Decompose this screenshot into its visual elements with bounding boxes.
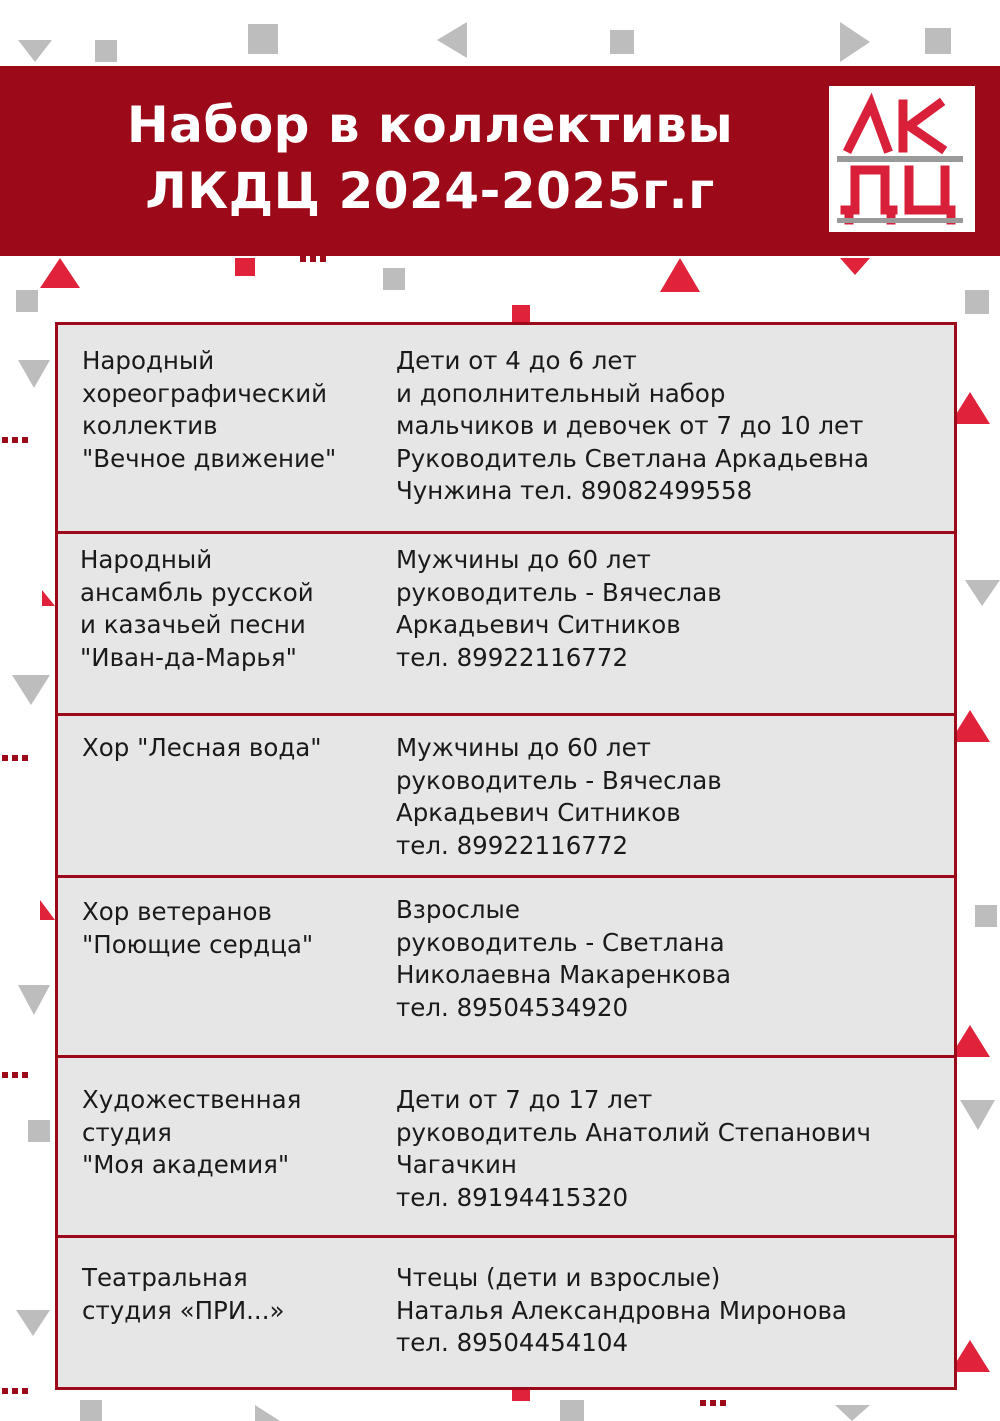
collective-name: Хор "Лесная вода" [82, 733, 322, 762]
collective-info: Мужчины до 60 лет руководитель - Вячеслав Аркадьевич Ситников тел. 89922116772 [396, 733, 722, 860]
collective-info: Дети от 4 до 6 лет и дополнительный набор мальчиков и девочек от 7 до 10 лет Руководитель Светлана Аркадьевна Чунжина тел. 89082499558 [396, 346, 870, 505]
square-shape [235, 258, 255, 276]
triangle-shape [840, 22, 870, 62]
collective-name: Театральная студия «ПРИ...» [82, 1263, 285, 1325]
square-shape [28, 1120, 50, 1142]
collective-info: Взрослые руководитель - Светлана Николаевна Макаренкова тел. 89504534920 [396, 895, 731, 1022]
triangle-shape [437, 22, 467, 58]
table-row [58, 1235, 954, 1387]
square-shape [512, 305, 530, 322]
square-shape [560, 1400, 584, 1421]
square-shape [383, 268, 405, 290]
collective-info: Чтецы (дети и взрослые) Наталья Александровна Миронова тел. 89504454104 [396, 1263, 847, 1357]
table-row [58, 325, 954, 531]
square-shape [95, 40, 117, 62]
logo [829, 86, 975, 232]
triangle-shape [255, 1405, 280, 1421]
triangle-shape [835, 1405, 870, 1421]
triangle-shape [40, 258, 80, 288]
triangle-shape [12, 675, 50, 705]
square-shape [925, 28, 951, 54]
collective-name: Хор ветеранов "Поющие сердца" [82, 897, 314, 959]
collective-name: Народный ансамбль русской и казачьей песни "Иван-да-Марья" [80, 545, 314, 672]
table-row [58, 713, 954, 875]
title-line-1: Набор в коллективы [126, 96, 734, 154]
collective-name: Художественная студия "Моя академия" [82, 1085, 302, 1179]
collective-info: Мужчины до 60 лет руководитель - Вячеслав Аркадьевич Ситников тел. 89922116772 [396, 545, 722, 672]
square-shape [248, 24, 278, 54]
triangle-shape [660, 258, 700, 292]
table-row [58, 875, 954, 1055]
table-row [58, 531, 954, 713]
square-shape [16, 290, 38, 312]
triangle-shape [40, 900, 55, 920]
triangle-shape [965, 580, 1000, 606]
triangle-shape [840, 258, 870, 275]
square-shape [80, 1400, 102, 1421]
triangle-shape [18, 360, 50, 388]
collective-info: Дети от 7 до 17 лет руководитель Анатолий Степанович Чагачкин тел. 89194415320 [396, 1085, 872, 1212]
logo-mark [829, 86, 975, 232]
table-row [58, 1055, 954, 1235]
triangle-shape [42, 590, 55, 606]
page-title [50, 92, 810, 224]
square-shape [965, 290, 989, 314]
collectives-table [55, 322, 957, 1390]
square-shape [975, 905, 997, 927]
triangle-shape [960, 1100, 995, 1130]
triangle-shape [16, 1310, 50, 1336]
square-shape [610, 30, 634, 54]
collective-name: Народный хореографический коллектив "Вечное движение" [82, 346, 337, 473]
triangle-shape [18, 985, 50, 1015]
title-line-2: ЛКДЦ 2024-2025г.г [145, 162, 715, 220]
triangle-shape [18, 40, 52, 62]
